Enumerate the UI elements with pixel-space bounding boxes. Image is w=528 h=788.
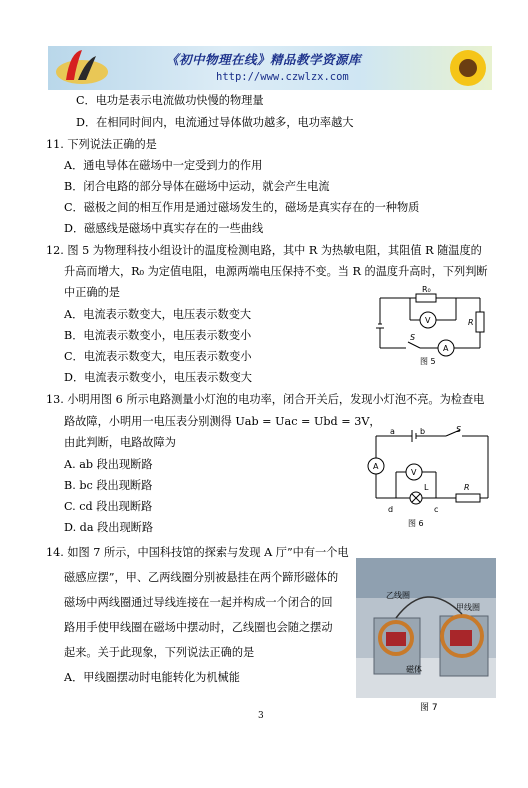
question-13-line3: 由此判断，电路故障为 — [64, 436, 176, 449]
option-13d: D. da 段出现断路 — [64, 521, 154, 534]
fig6-s-label: S — [456, 425, 462, 434]
fig6-d-label: d — [388, 505, 394, 514]
r-resistor — [476, 312, 484, 332]
banner-url[interactable]: http://www.czwlzx.com — [216, 71, 349, 83]
option-11a: A．通电导体在磁场中一定受到力的作用 — [64, 159, 263, 172]
r0-resistor — [416, 294, 436, 302]
question-14-line1: 14. 如图 7 所示，中国科技馆的探索与发现 A 厅”中有一个电 — [46, 546, 349, 559]
fig6-v-label: V — [411, 468, 417, 477]
rheostat-icon — [456, 494, 480, 502]
option-11d: D．磁感线是磁场中真实存在的一些曲线 — [64, 222, 264, 235]
figure-5-circuit — [376, 284, 494, 366]
fig7-coil-yi-label: 乙线圈 — [386, 591, 410, 600]
option-13c: C. cd 段出现断路 — [64, 500, 153, 513]
option-12a: A．电流表示数变大，电压表示数变大 — [64, 308, 252, 321]
option-13b: B. bc 段出现断路 — [64, 479, 153, 492]
figure-7-photo — [356, 558, 496, 698]
question-11: 11. 下列说法正确的是 — [46, 138, 157, 151]
question-14-line2: 磁感应摆”，甲、乙两线圈分别被悬挂在两个蹄形磁体的 — [64, 571, 339, 584]
fig6-b-label: b — [420, 427, 426, 436]
magnet-icon — [386, 632, 406, 646]
fig5-r-label: R — [468, 318, 474, 327]
question-14-line5: 起来。关于此现象，下列说法正确的是 — [64, 646, 255, 659]
fig5-s-label: S — [410, 333, 416, 342]
fig5-caption: 图 5 — [420, 357, 436, 366]
fig6-r-label: R — [464, 483, 470, 492]
fig6-a-label: a — [390, 427, 395, 436]
option-12d: D．电流表示数变小，电压表示数变大 — [64, 371, 252, 384]
fig7-coil-jia-label: 甲线圈 — [456, 603, 480, 612]
question-13-line2: 路故障，小明用一电压表分别测得 Uab = Uac = Ubd = 3V， — [64, 415, 381, 428]
option-14a: A．甲线圈摆动时电能转化为机械能 — [64, 671, 240, 684]
fig7-magnet-label: 磁体 — [406, 665, 422, 674]
question-14-line3: 磁场中两线圈通过导线连接在一起并构成一个闭合的回 — [64, 596, 333, 609]
question-12-line3: 中正确的是 — [64, 286, 120, 299]
fig5-r0-label: R₀ — [422, 285, 431, 294]
fig6-c-label: c — [434, 505, 439, 514]
option-11b: B．闭合电路的部分导体在磁场中运动，就会产生电流 — [64, 180, 330, 193]
question-12-line2: 升高而增大，R₀ 为定值电阻，电源两端电压保持不变。当 R 的温度升高时，下列判断 — [64, 265, 488, 278]
question-12-line1: 12. 图 5 为物理科技小组设计的温度检测电路，其中 R 为热敏电阻，其阻值 R 随温度的 — [46, 244, 482, 257]
banner-title: 《初中物理在线》精品教学资源库 — [166, 52, 362, 67]
site-logo-icon — [52, 46, 112, 90]
header-banner — [48, 46, 492, 90]
fig5-a-label: A — [443, 344, 449, 353]
switch-icon — [408, 342, 420, 348]
question-13-line1: 13. 小明用图 6 所示电路测量小灯泡的电功率，闭合开关后，发现小灯泡不亮。为检查电 — [46, 393, 485, 406]
fig6-ammeter-label: A — [373, 462, 379, 471]
page-number: 3 — [258, 711, 264, 721]
option-11c: C．磁极之间的相互作用是通过磁场发生的，磁场是真实存在的一种物质 — [64, 201, 420, 214]
fig5-v-label: V — [425, 316, 431, 325]
question-14-line4: 路用手使甲线圈在磁场中摆动时，乙线圈也会随之摆动 — [64, 621, 333, 634]
option-10d: D．在相同时间内，电流通过导体做功越多，电功率越大 — [76, 116, 354, 129]
sunflower-icon — [444, 46, 492, 90]
figure-6-circuit — [366, 424, 494, 528]
fig7-caption: 图 7 — [420, 703, 438, 713]
fig6-l-label: L — [424, 483, 429, 492]
option-12c: C．电流表示数变大，电压表示数变小 — [64, 350, 252, 363]
option-13a: A. ab 段出现断路 — [64, 458, 153, 471]
fig6-caption: 图 6 — [408, 519, 424, 528]
option-10c: C．电功是表示电流做功快慢的物理量 — [76, 94, 264, 107]
option-12b: B．电流表示数变小，电压表示数变小 — [64, 329, 252, 342]
